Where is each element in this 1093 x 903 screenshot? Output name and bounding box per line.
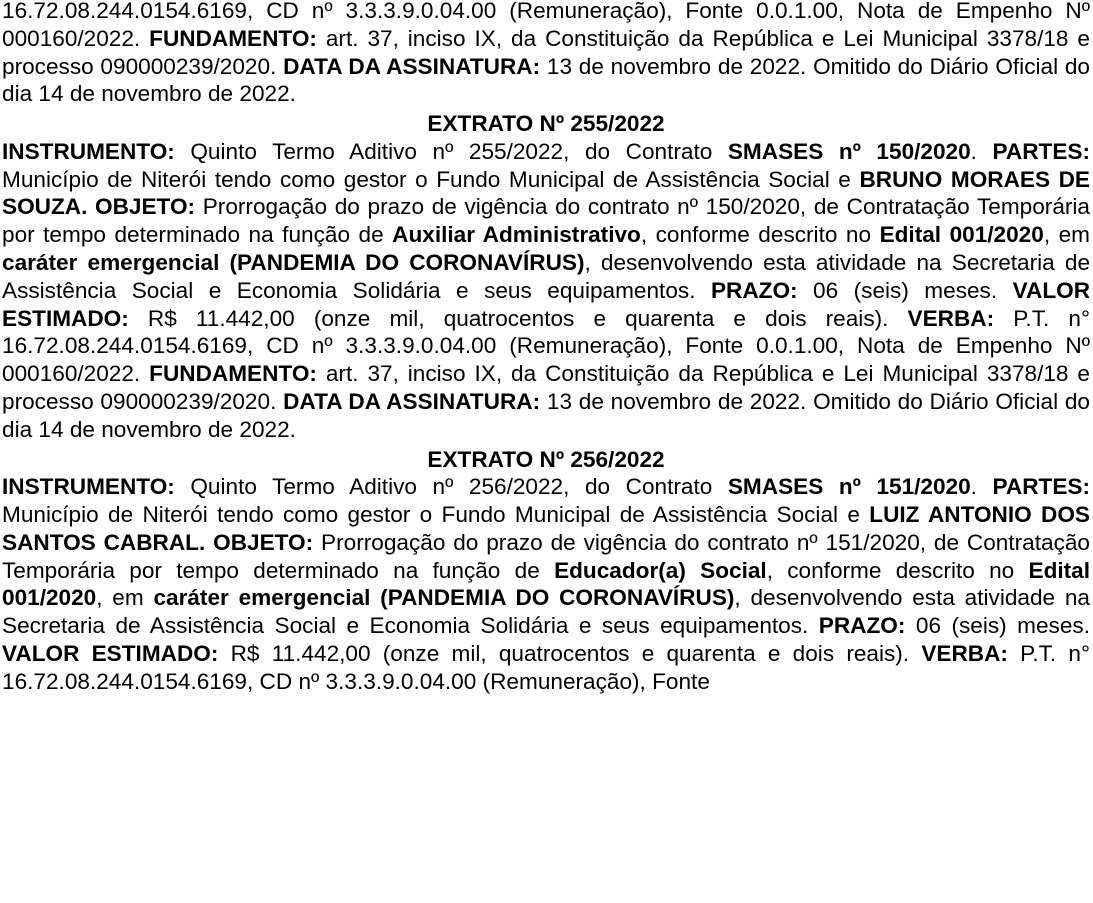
objeto-text: , desenvolvendo esta atividade na Secretaria de Assistência Social e Economia Solidária e seus equipamentos. [2, 249, 1091, 303]
valor-text: R$ 11.442,00 (onze mil, quatrocentos e quarenta e dois reais). [147, 305, 889, 331]
verba-detail-text: 16.72.08.244.0154.6169, CD nº 3.3.3.9.0.04.00 (Remuneração), Fonte 0.0.1.00, Nota de Empenho Nº 000160/2022. [2, 0, 1090, 51]
prazo-label: PRAZO: [710, 277, 798, 303]
fundamento-text: art. 37, inciso IX, da Constituição da República e Lei Municipal 3378/18 e processo 090000239/2020. [2, 361, 1090, 414]
objeto-text: , conforme descrito no [640, 222, 872, 248]
fundamento-label: FUNDAMENTO: [149, 25, 317, 51]
objeto-text: , em [1043, 222, 1090, 248]
verba-text: P.T. n° 16.72.08.244.0154.6169, CD nº 3.3.3.9.0.04.00 (Remuneração), Fonte 0.0.1.00, Nota de Empenho Nº 000160/2022. [2, 305, 1090, 387]
fundamento-label: FUNDAMENTO: [149, 361, 317, 387]
data-assinatura-text: 13 de novembro de 2022. Omitido do Diário Oficial do dia 14 de novembro de 2022. [2, 53, 1090, 107]
edital-number: Edital 001/2020 [879, 222, 1044, 248]
objeto-text: Prorrogação do prazo de vigência do contrato nº 151/2020, de Contratação Temporária por tempo determinado na função de [2, 529, 1090, 583]
partes-text: Município de Niterói tendo como gestor o Fundo Municipal de Assistência Social e [2, 166, 851, 192]
partes-text: Município de Niterói tendo como gestor o Fundo Municipal de Assistência Social e [2, 501, 860, 527]
objeto-label: OBJETO: [95, 194, 196, 220]
extract-body: INSTRUMENTO: Quinto Termo Aditivo nº 255/2022, do Contrato SMASES nº 150/2020. PARTES: Município de Niterói tendo como gestor o Fundo Municipal de Assistência Social e BRUNO MORAES DE SOUZA. OBJETO: Prorrogação do prazo de vigência do contrato nº 150/2020, de Contratação Temporária por tempo determinado na função de Auxiliar Administrativo, conforme descrito no Edital 001/2020, em caráter emergencial (PANDEMIA DO CORONAVÍRUS), desenvolvendo esta atividade na Secretaria de Assistência Social e Economia Solidária e seus equipamentos. PRAZO: 06 (seis) meses. VALOR ESTIMADO: R$ 11.442,00 (onze mil, quatrocentos e quarenta e dois reais). VERBA: P.T. n° 16.72.08.244.0154.6169, CD nº 3.3.3.9.0.04.00 (Remuneração), Fonte 0.0.1.00, Nota de Empenho Nº 000160/2022. FUNDAMENTO: art. 37, inciso IX, da Constituição da República e Lei Municipal 3378/18 e processo 090000239/2020. DATA DA ASSINATURA: 13 de novembro de 2022. Omitido do Diário Oficial do dia 14 de novembro de 2022. [2, 138, 1091, 442]
data-assinatura-label: DATA DA ASSINATURA: [283, 388, 541, 414]
funcao-name: Auxiliar Administrativo [392, 222, 641, 248]
instrumento-label: INSTRUMENTO: [2, 474, 175, 500]
valor-text: R$ 11.442,00 (onze mil, quatrocentos e quarenta e dois reais). [230, 640, 910, 666]
objeto-text: Prorrogação do prazo de vigência do contrato nº 150/2020, de Contratação Temporária por tempo determinado na função de [2, 194, 1090, 248]
extract-body: INSTRUMENTO: Quinto Termo Aditivo nº 256/2022, do Contrato SMASES nº 151/2020. PARTES: Município de Niterói tendo como gestor o Fundo Municipal de Assistência Social e LUIZ ANTONIO DOS SANTOS CABRAL. OBJETO: Prorrogação do prazo de vigência do contrato nº 151/2020, de Contratação Temporária por tempo determinado na função de Educador(a) Social, conforme descrito no Edital 001/2020, em caráter emergencial (PANDEMIA DO CORONAVÍRUS), desenvolvendo esta atividade na Secretaria de Assistência Social e Economia Solidária e seus equipamentos. PRAZO: 06 (seis) meses. VALOR ESTIMADO: R$ 11.442,00 (onze mil, quatrocentos e quarenta e dois reais). VERBA: P.T. n° 16.72.08.244.0154.6169, CD nº 3.3.3.9.0.04.00 (Remuneração), Fonte [2, 474, 1091, 694]
extract-title: EXTRATO Nº 256/2022 [427, 446, 665, 472]
valor-label: VALOR ESTIMADO: [2, 640, 219, 666]
data-assinatura-label: DATA DA ASSINATURA: [283, 53, 541, 79]
objeto-text: , em [96, 585, 144, 611]
instrumento-text: Quinto Termo Aditivo nº 255/2022, do Contrato [190, 138, 713, 164]
verba-label: VERBA: [921, 640, 1008, 666]
funcao-name: Educador(a) Social [554, 557, 767, 583]
verba-label: VERBA: [907, 305, 995, 331]
carater-emergencial: caráter emergencial (PANDEMIA DO CORONAVÍRUS) [153, 585, 735, 611]
prazo-label: PRAZO: [818, 613, 906, 639]
edital-number: Edital 001/2020 [2, 557, 1091, 611]
prazo-text: 06 (seis) meses. [813, 277, 998, 303]
contrato-number: SMASES nº 150/2020 [727, 138, 971, 164]
carater-emergencial: caráter emergencial (PANDEMIA DO CORONAVÍRUS) [2, 249, 585, 275]
contratado-name: BRUNO MORAES DE SOUZA. [2, 166, 1091, 220]
objeto-text: , desenvolvendo esta atividade na Secretaria de Assistência Social e Economia Solidária e seus equipamentos. [2, 585, 1090, 639]
valor-label: VALOR ESTIMADO: [2, 277, 1091, 331]
contratado-name: LUIZ ANTONIO DOS SANTOS CABRAL. [2, 501, 1091, 555]
extract-title: EXTRATO Nº 255/2022 [427, 111, 665, 137]
fundamento-text: art. 37, inciso IX, da Constituição da República e Lei Municipal 3378/18 e processo 090000239/2020. [2, 25, 1090, 79]
objeto-text: , conforme descrito no [766, 557, 1015, 583]
verba-text: P.T. n° 16.72.08.244.0154.6169, CD nº 3.3.3.9.0.04.00 (Remuneração), Fonte [2, 640, 1090, 694]
instrumento-text: Quinto Termo Aditivo nº 256/2022, do Contrato [190, 474, 713, 500]
contrato-number: SMASES nº 151/2020 [727, 474, 971, 500]
previous-extract-continuation [2, 0, 1090, 108]
instrumento-label: INSTRUMENTO: [2, 138, 175, 164]
document-page [2, 0, 1090, 696]
data-assinatura-text: 13 de novembro de 2022. Omitido do Diário Oficial do dia 14 de novembro de 2022. [2, 388, 1090, 442]
partes-label: PARTES: [992, 138, 1091, 164]
partes-label: PARTES: [992, 474, 1091, 500]
prazo-text: 06 (seis) meses. [915, 613, 1090, 639]
objeto-label: OBJETO: [213, 529, 314, 555]
